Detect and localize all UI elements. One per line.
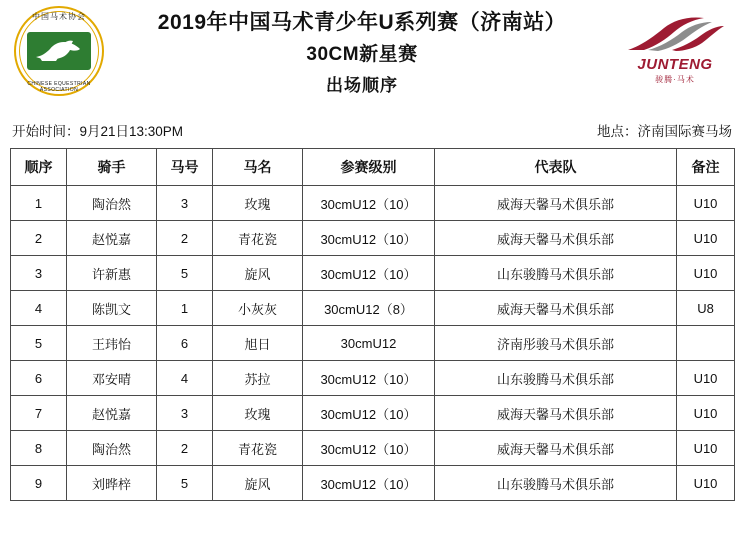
venue-label: 地点：济南国际赛马场 [597, 124, 732, 139]
emblem-bottom-text: CHINESE EQUESTRIAN ASSOCIATION [27, 81, 91, 93]
junteng-brand-cn-text: 骏腾·马术 [655, 75, 695, 84]
cell-rider: 赵悦嘉 [67, 221, 157, 256]
cell-rider: 陶治然 [67, 186, 157, 221]
cell-team: 威海天馨马术俱乐部 [435, 186, 677, 221]
cell-class: 30cmU12（10） [303, 221, 435, 256]
cell-team: 山东骏腾马术俱乐部 [435, 256, 677, 291]
table-head [11, 149, 735, 186]
cell-class: 30cmU12（10） [303, 361, 435, 396]
col-header-team: 代表队 [435, 149, 677, 186]
cell-team: 山东骏腾马术俱乐部 [435, 466, 677, 501]
page-title: 2019年中国马术青少年U系列赛（济南站） [157, 11, 567, 34]
table-row [11, 291, 735, 326]
cell-rider: 刘晔梓 [67, 466, 157, 501]
cell-team: 济南彤骏马术俱乐部 [435, 326, 677, 361]
cell-horse-name: 旋风 [213, 466, 303, 501]
junteng-brand-text: JUNTENG [637, 56, 713, 73]
cell-rider: 邓安晴 [67, 361, 157, 396]
cell-horse-no: 5 [157, 256, 213, 291]
cell-class: 30cmU12（10） [303, 431, 435, 466]
cell-horse-no: 6 [157, 326, 213, 361]
cell-horse-no: 3 [157, 396, 213, 431]
cell-order: 2 [11, 221, 67, 256]
cell-team: 威海天馨马术俱乐部 [435, 431, 677, 466]
table-row [11, 431, 735, 466]
junteng-logo-icon [622, 16, 728, 56]
cell-horse-name: 旭日 [213, 326, 303, 361]
cell-horse-no: 1 [157, 291, 213, 326]
cell-team: 威海天馨马术俱乐部 [435, 291, 677, 326]
cell-rider: 陈凯文 [67, 291, 157, 326]
cell-horse-no: 2 [157, 431, 213, 466]
cell-horse-name: 旋风 [213, 256, 303, 291]
cell-order: 8 [11, 431, 67, 466]
cell-order: 3 [11, 256, 67, 291]
col-header-horse-no: 马号 [157, 149, 213, 186]
cell-order: 5 [11, 326, 67, 361]
table-body [11, 186, 735, 501]
col-header-remark: 备注 [677, 149, 735, 186]
cell-horse-name: 青花瓷 [213, 431, 303, 466]
cell-remark: U10 [677, 221, 735, 256]
cell-rider: 许新惠 [67, 256, 157, 291]
cell-horse-name: 玫瑰 [213, 396, 303, 431]
cell-horse-no: 2 [157, 221, 213, 256]
document-header [0, 0, 744, 118]
cell-horse-no: 5 [157, 466, 213, 501]
cell-remark: U10 [677, 396, 735, 431]
cell-horse-name: 小灰灰 [213, 291, 303, 326]
page-subtitle: 30CM新星赛 [306, 44, 418, 65]
cell-remark: U10 [677, 466, 735, 501]
table-row [11, 221, 735, 256]
start-order-table [10, 148, 735, 501]
table-row [11, 466, 735, 501]
col-header-order: 顺序 [11, 149, 67, 186]
cell-remark [677, 326, 735, 361]
cell-team: 威海天馨马术俱乐部 [435, 396, 677, 431]
table-row [11, 361, 735, 396]
cell-remark: U10 [677, 186, 735, 221]
col-header-class: 参赛级别 [303, 149, 435, 186]
meta-line [12, 118, 732, 144]
page-subtitle-secondary: 出场顺序 [326, 76, 398, 95]
cell-order: 4 [11, 291, 67, 326]
cell-rider: 陶治然 [67, 431, 157, 466]
table-row [11, 396, 735, 431]
cea-emblem-logo [14, 6, 106, 98]
cell-horse-no: 4 [157, 361, 213, 396]
col-header-rider: 骑手 [67, 149, 157, 186]
cell-remark: U10 [677, 431, 735, 466]
cell-order: 9 [11, 466, 67, 501]
cell-class: 30cmU12（10） [303, 396, 435, 431]
cell-class: 30cmU12 [303, 326, 435, 361]
table-row [11, 186, 735, 221]
horse-emblem-icon [34, 37, 84, 65]
cell-class: 30cmU12（10） [303, 186, 435, 221]
cell-rider: 赵悦嘉 [67, 396, 157, 431]
cell-remark: U8 [677, 291, 735, 326]
cell-remark: U10 [677, 361, 735, 396]
emblem-top-text: 中国马术协会 [32, 12, 86, 21]
cell-order: 1 [11, 186, 67, 221]
cell-horse-name: 苏拉 [213, 361, 303, 396]
table-row [11, 256, 735, 291]
table-header-row [11, 149, 735, 186]
cell-class: 30cmU12（8） [303, 291, 435, 326]
cell-class: 30cmU12（10） [303, 256, 435, 291]
cell-order: 6 [11, 361, 67, 396]
order-table-wrapper [10, 148, 734, 501]
cell-team: 威海天馨马术俱乐部 [435, 221, 677, 256]
cell-team: 山东骏腾马术俱乐部 [435, 361, 677, 396]
cell-remark: U10 [677, 256, 735, 291]
table-row [11, 326, 735, 361]
cell-horse-name: 青花瓷 [213, 221, 303, 256]
junteng-logo [622, 16, 728, 84]
cell-order: 7 [11, 396, 67, 431]
title-block [110, 8, 614, 100]
cell-horse-name: 玫瑰 [213, 186, 303, 221]
cell-class: 30cmU12（10） [303, 466, 435, 501]
start-time-label: 开始时间：9月21日13:30PM [12, 124, 184, 139]
col-header-horse-name: 马名 [213, 149, 303, 186]
cell-horse-no: 3 [157, 186, 213, 221]
cell-rider: 王玮怡 [67, 326, 157, 361]
